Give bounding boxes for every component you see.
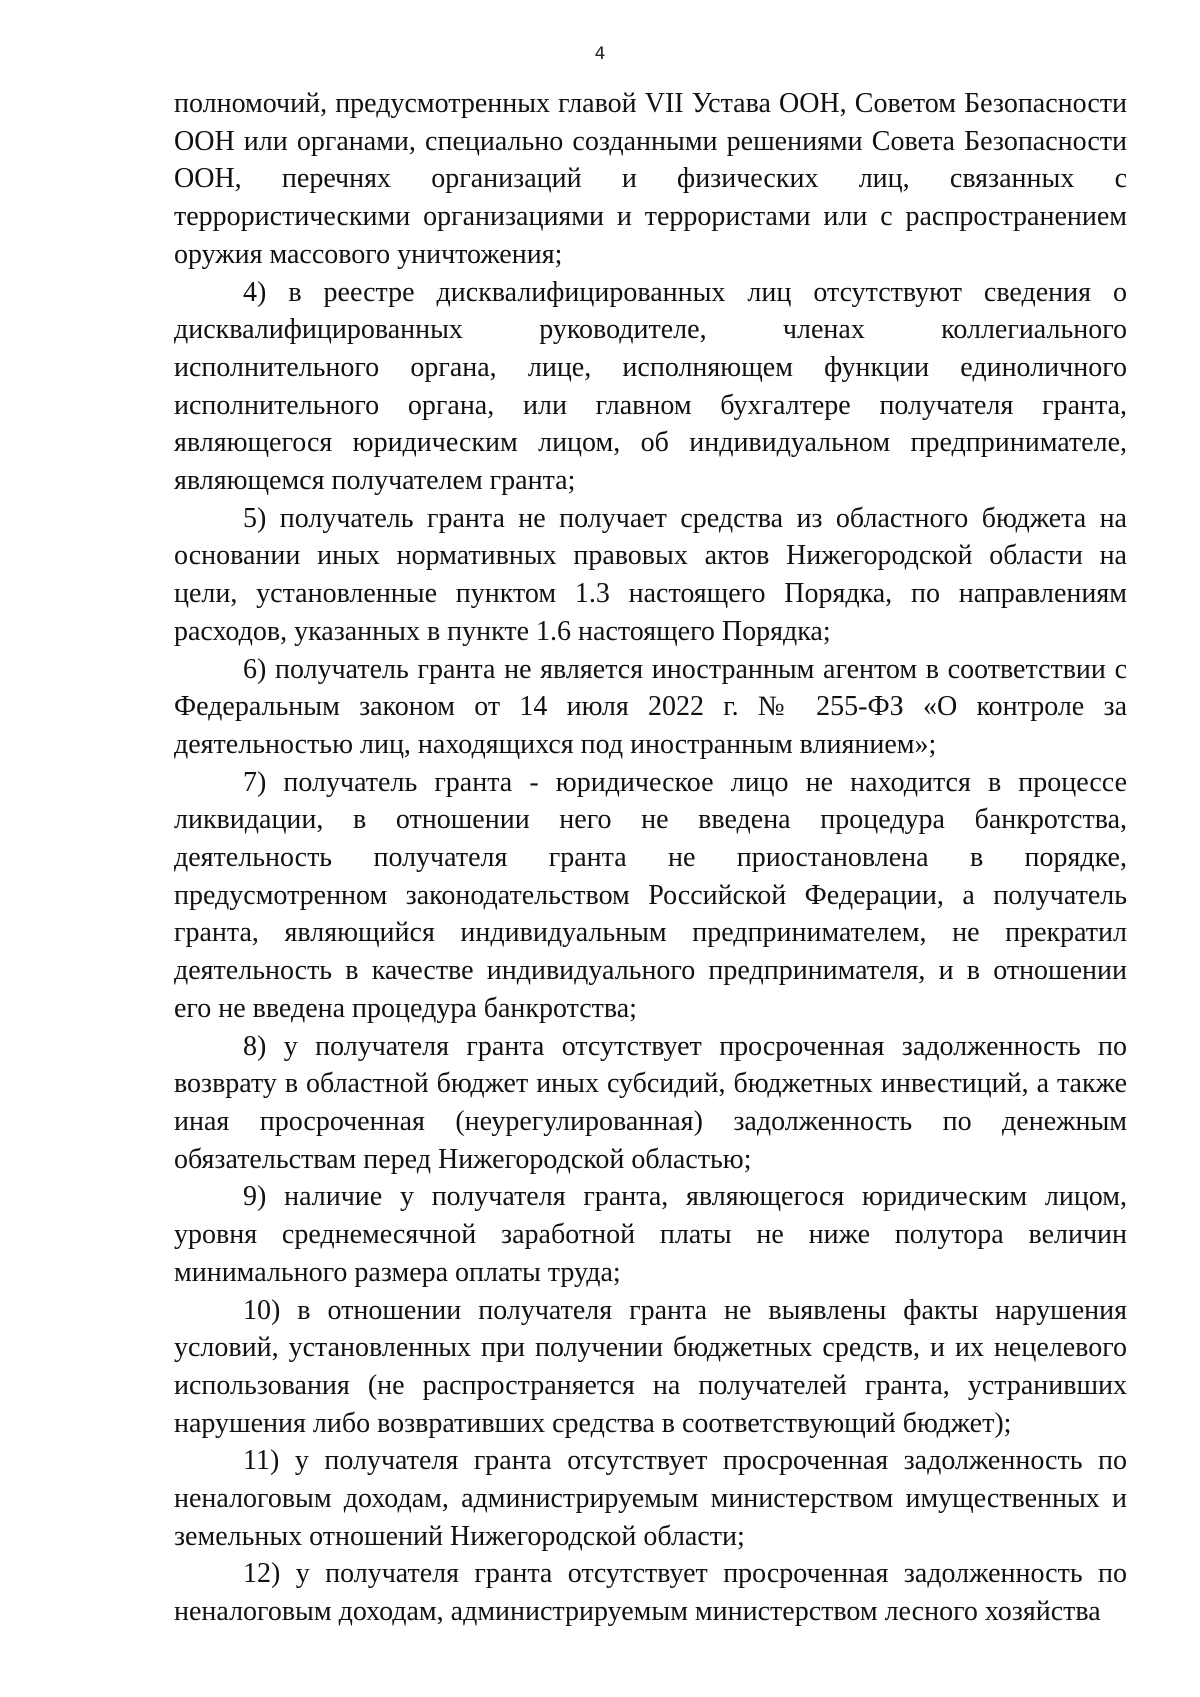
paragraph-item-10: 10) в отношении получателя гранта не выявлены факты нарушения условий, установленных при получении бюджетных средств, и их нецелевого использования (не распространяется на получателей гранта, устранивших нарушения либо возвративших средства в соответствующий бюджет);: [174, 1294, 1127, 1439]
paragraph-item-5: 5) получатель гранта не получает средства из областного бюджета на основании иных нормативных правовых актов Нижегородской области на цели, установленные пунктом 1.3 настоящего Порядка, по направлениям расходов, указанных в пункте 1.6 настоящего Порядка;: [174, 502, 1127, 647]
paragraph-item-12: 12) у получателя гранта отсутствует просроченная задолженность по неналоговым доходам, администрируемым министерством лесного хозяйства: [174, 1558, 1127, 1628]
document-body: [174, 85, 1127, 1631]
page-number: 4: [594, 44, 606, 64]
paragraph-item-4: 4) в реестре дисквалифицированных лиц отсутствуют сведения о дисквалифицированных руководителе, членах коллегиального исполнительного органа, лице, исполняющем функции единоличного исполнительного органа, или главном бухгалтере получателя гранта, являющегося юридическим лицом, об индивидуальном предпринимателе, являющемся получателем гранта;: [174, 276, 1127, 497]
paragraph-item-8: 8) у получателя гранта отсутствует просроченная задолженность по возврату в областной бюджет иных субсидий, бюджетных инвестиций, а также иная просроченная (неурегулированная) задолженность по денежным обязательствам перед Нижегородской областью;: [174, 1030, 1127, 1175]
paragraph-item-6: 6) получатель гранта не является иностранным агентом в соответствии с Федеральным законом от 14 июля 2022 г. № 255-ФЗ «О контроле за деятельностью лиц, находящихся под иностранным влиянием»;: [174, 653, 1127, 760]
paragraph-item-11: 11) у получателя гранта отсутствует просроченная задолженность по неналоговым доходам, администрируемым министерством имущественных и земельных отношений Нижегородской области;: [174, 1445, 1127, 1552]
paragraph-item-7: 7) получатель гранта - юридическое лицо не находится в процессе ликвидации, в отношении него не введена процедура банкротства, деятельность получателя гранта не приостановлена в порядке, предусмотренном законодательством Российской Федерации, а получатель гранта, являющийся индивидуальным предпринимателем, не прекратил деятельность в качестве индивидуального предпринимателя, и в отношении его не введена процедура банкротства;: [174, 766, 1127, 1024]
paragraph-continuation: полномочий, предусмотренных главой VII Устава ООН, Советом Безопасности ООН или органами, специально созданными решениями Совета Безопасности ООН, перечнях организаций и физических лиц, связанных с террористическими организациями и террористами или с распространением оружия массового уничтожения;: [174, 88, 1127, 270]
paragraph-item-9: 9) наличие у получателя гранта, являющегося юридическим лицом, уровня среднемесячной заработной платы не ниже полутора величин минимального размера оплаты труда;: [174, 1181, 1127, 1288]
